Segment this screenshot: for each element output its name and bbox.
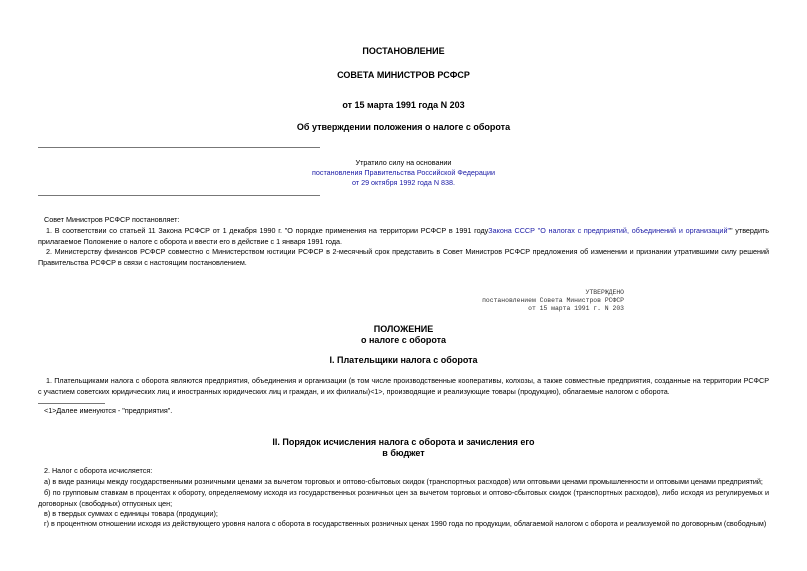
approved-by: постановлением Совета Министров РСФСР [482,297,624,304]
section-2-title-line1: II. Порядок исчисления налога с оборота и зачисления его [272,437,535,447]
doc-title-line2: СОВЕТА МИНИСТРОВ РСФСР [337,70,470,80]
paragraph-2: 2. Министерству финансов РСФСР совместно с Министерством юстиции РСФСР в 2-месячный срок представить в Совет Министров РСФСР предложения об изменении и признании утратившими силу решений Правительства РСФСР в связи с настоящим постановлением. [38,247,769,267]
doc-title-line1: ПОСТАНОВЛЕНИЕ [362,46,445,56]
paragraph-1-text: 1. В соответствии со статьей 11 Закона РСФСР от 1 декабря 1990 г. "О порядке применения на территории РСФСР в 1991 году [46,226,489,235]
footnote: <1>Далее именуются - "предприятия". [44,406,173,415]
item-a: а) в виде разницы между государственными розничными ценами за вычетом торговых и оптово-сбытовых скидок (транспортных расходов) или оптовыми ценами промышленности и оптовыми ценами предприятий; [44,477,763,486]
item-d: г) в процентном отношении исходя из действующего уровня налога с оборота в государственных розничных ценах 1990 года по продукции, облагаемой налогом с оборота и реализуемой по договорным (свободным) [44,519,767,528]
divider-bottom [38,195,320,196]
item-b: б) по групповым ставкам в процентах к обороту, определяемому исходя из государственных розничных цен за вычетом торговых и оптово-сбытовых скидок (транспортных расходов), либо исходя из регулируемых и договорных (свободных) отпускных цен; [38,488,769,508]
law-link[interactable]: Закона СССР "О налогах с предприятий, объединений и организаций" [488,226,731,235]
validity-note: Утратило силу на основании [355,158,452,167]
doc-subject: Об утверждении положения о налоге с оборота [296,122,511,132]
preamble: Совет Министров РСФСР постановляет: [44,215,180,224]
paragraph-1 [38,226,769,247]
regulation-subtitle: о налоге с оборота [360,335,447,345]
validity-link-date[interactable]: от 29 октября 1992 года N 838. [351,178,456,187]
section-1-paragraph: 1. Плательщиками налога с оборота являются предприятия, объединения и организации (в том числе производственные кооперативы, колхозы, а также совместные предприятия, созданные на территории РСФСР с участием советских юридических лиц и иностранных юридических лиц и граждан, и их филиалы)<1>, производящие и реализующие товары (продукцию), облагаемые налогом с оборота. [38,376,769,396]
section-2-title-line2: в бюджет [382,448,425,458]
doc-date: от 15 марта 1991 года N 203 [342,100,465,110]
footnote-divider [38,403,105,404]
section-1-title: I. Плательщики налога с оборота [329,355,478,365]
divider-top [38,147,320,148]
item-c: в) в твердых суммах с единицы товара (продукции); [44,509,218,518]
approved-date: от 15 марта 1991 г. N 203 [528,305,624,312]
approved-label: УТВЕРЖДЕНО [585,289,624,296]
regulation-title: ПОЛОЖЕНИЕ [373,324,434,334]
validity-link-decree[interactable]: постановления Правительства Российской Федерации [311,168,496,177]
section-2-paragraph-2: 2. Налог с оборота исчисляется: [44,466,153,475]
paragraph-1-text-end: " утвердить прилагаемое Положение о налоге с оборота и ввести его в действие с 1 января 1991 года. [38,226,770,246]
